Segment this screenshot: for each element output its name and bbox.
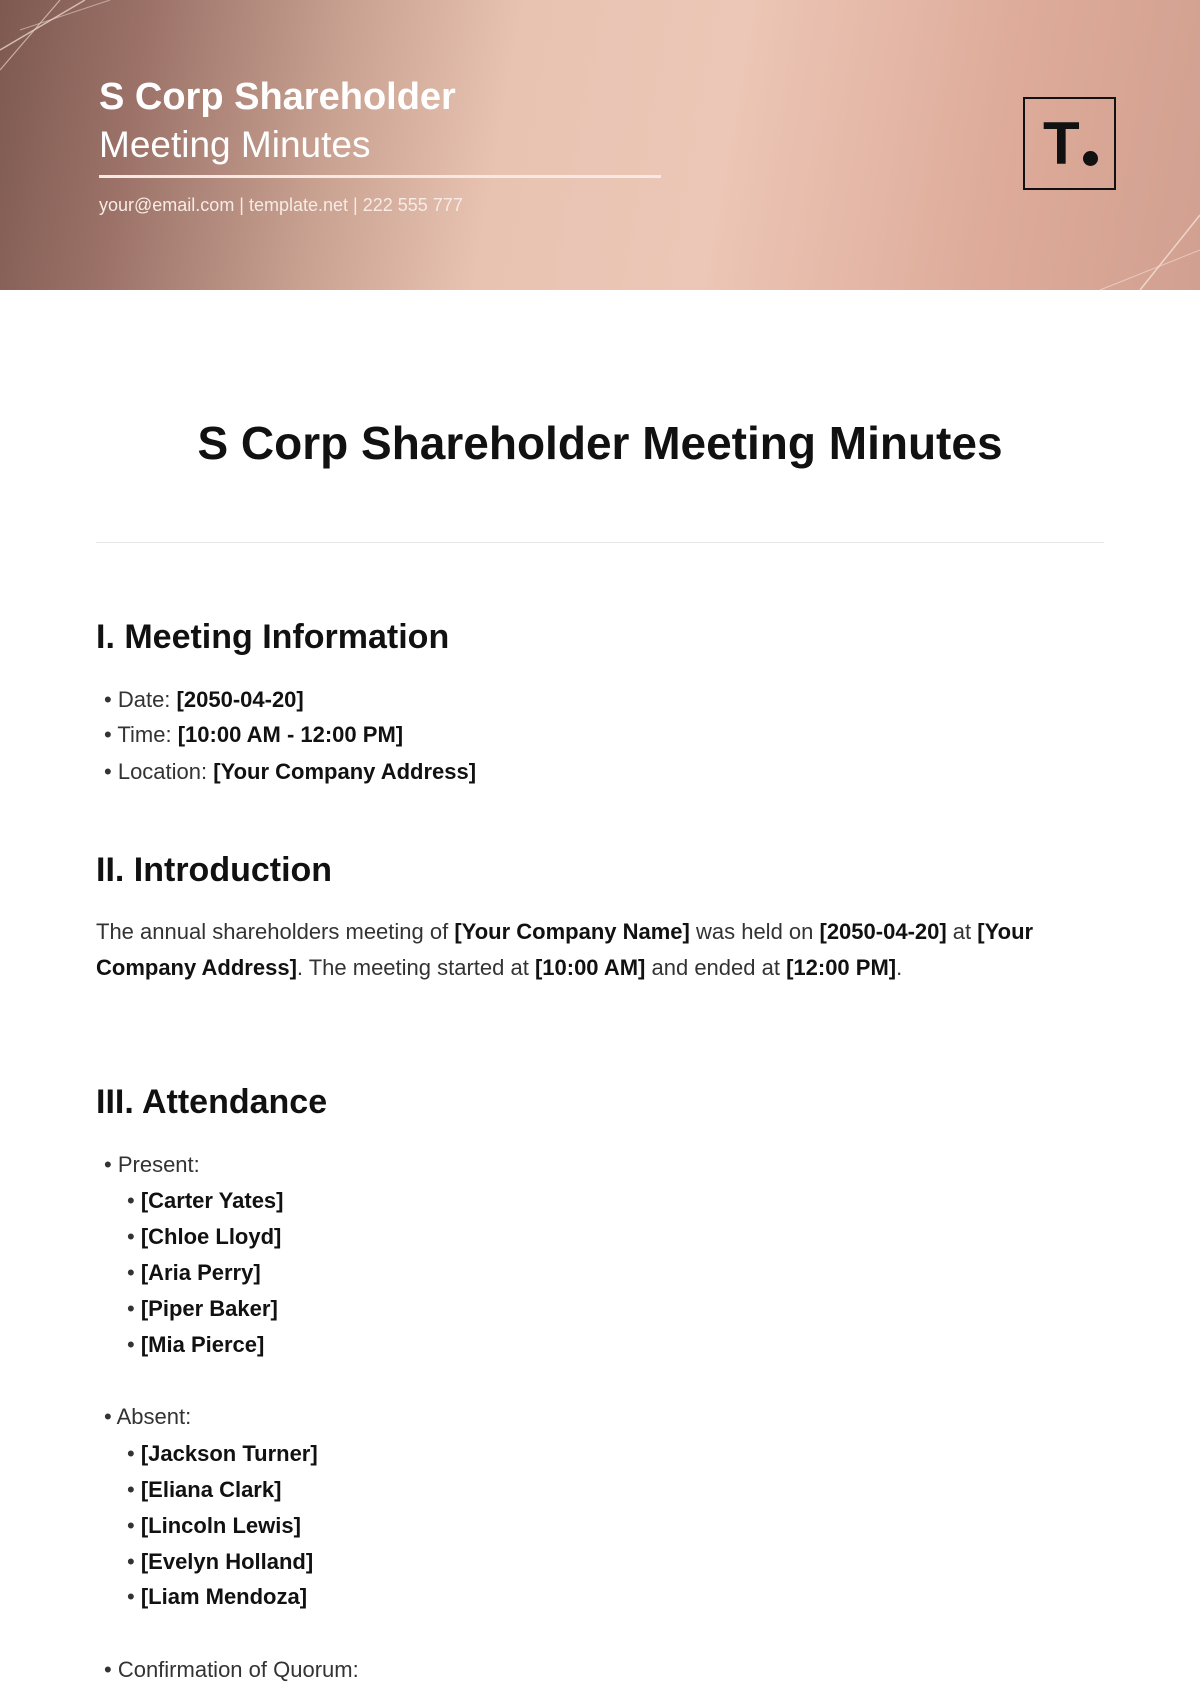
- intro-text: .: [896, 955, 903, 980]
- bullet: •: [104, 1152, 112, 1177]
- intro-text: was held on: [689, 919, 820, 944]
- intro-date: [2050-04-20]: [819, 919, 947, 944]
- bullet: •: [104, 1404, 112, 1429]
- info-label: Date:: [117, 687, 171, 712]
- header-subtitle: Meeting Minutes: [99, 124, 371, 165]
- bullet: •: [127, 1260, 135, 1285]
- bullet: •: [104, 722, 112, 747]
- attendee-present: [127, 1258, 261, 1288]
- logo-dot: [1083, 151, 1098, 166]
- attendee-name: [Aria Perry]: [140, 1260, 261, 1285]
- bullet: •: [127, 1224, 135, 1249]
- list-label: Confirmation of Quorum:: [117, 1657, 359, 1682]
- bullet: •: [127, 1584, 135, 1609]
- attendee-absent: [127, 1439, 318, 1469]
- bullet: •: [127, 1513, 135, 1538]
- attendee-absent: [127, 1547, 313, 1577]
- bullet: •: [127, 1332, 135, 1357]
- intro-end-time: [12:00 PM]: [786, 955, 897, 980]
- intro-text: and ended at: [645, 955, 787, 980]
- attendance-quorum-label: [104, 1655, 359, 1685]
- attendee-name: [Chloe Lloyd]: [140, 1224, 282, 1249]
- list-label: Absent:: [116, 1404, 192, 1429]
- bullet: •: [104, 687, 112, 712]
- introduction-paragraph: [96, 914, 1106, 986]
- bullet: •: [104, 759, 112, 784]
- attendee-present: [127, 1294, 278, 1324]
- attendee-name: [Jackson Turner]: [140, 1441, 318, 1466]
- attendee-name: [Eliana Clark]: [140, 1477, 282, 1502]
- intro-company-name: [Your Company Name]: [454, 919, 690, 944]
- logo-letter: T: [1043, 110, 1080, 177]
- attendee-name: [Lincoln Lewis]: [140, 1513, 301, 1538]
- intro-text: at: [946, 919, 978, 944]
- attendee-name: [Piper Baker]: [140, 1296, 278, 1321]
- intro-start-time: [10:00 AM]: [534, 955, 646, 980]
- info-value: [2050-04-20]: [176, 687, 304, 712]
- list-label: Present:: [117, 1152, 200, 1177]
- intro-text: . The meeting started at: [296, 955, 535, 980]
- meeting-info-location: [104, 757, 476, 787]
- brand-logo: [1023, 97, 1116, 190]
- attendee-absent: [127, 1475, 281, 1505]
- attendee-present: [127, 1222, 281, 1252]
- attendee-name: [Mia Pierce]: [140, 1332, 265, 1357]
- attendee-absent: [127, 1511, 301, 1541]
- header-banner: [0, 0, 1200, 290]
- meeting-info-time: [104, 720, 403, 750]
- title-divider: [96, 542, 1104, 543]
- info-label: Time:: [117, 722, 172, 747]
- intro-address: [Your Company Address]: [96, 919, 1034, 980]
- bullet: •: [127, 1188, 135, 1213]
- bullet: •: [104, 1657, 112, 1682]
- attendee-present: [127, 1330, 264, 1360]
- bullet: •: [127, 1296, 135, 1321]
- attendee-name: [Carter Yates]: [140, 1188, 284, 1213]
- meeting-info-date: [104, 685, 304, 715]
- bullet: •: [127, 1549, 135, 1574]
- bullet: •: [127, 1477, 135, 1502]
- attendee-name: [Evelyn Holland]: [140, 1549, 314, 1574]
- attendance-present-label: [104, 1150, 200, 1180]
- info-value: [Your Company Address]: [213, 759, 477, 784]
- bullet: •: [127, 1441, 135, 1466]
- header-contact: your@email.com | template.net | 222 555 777: [99, 195, 463, 215]
- header-title: S Corp Shareholder: [99, 76, 456, 118]
- section-heading-introduction: II. Introduction: [96, 851, 333, 889]
- section-heading-attendance: III. Attendance: [96, 1083, 328, 1121]
- section-heading-meeting-information: I. Meeting Information: [96, 618, 450, 656]
- attendance-absent-label: [104, 1402, 191, 1432]
- document-title: S Corp Shareholder Meeting Minutes: [197, 417, 1003, 469]
- header-divider: [99, 175, 661, 178]
- attendee-absent: [127, 1582, 307, 1612]
- info-value: [10:00 AM - 12:00 PM]: [177, 722, 404, 747]
- intro-text: The annual shareholders meeting of: [96, 919, 455, 944]
- attendee-present: [127, 1186, 284, 1216]
- attendee-name: [Liam Mendoza]: [140, 1584, 308, 1609]
- info-label: Location:: [117, 759, 208, 784]
